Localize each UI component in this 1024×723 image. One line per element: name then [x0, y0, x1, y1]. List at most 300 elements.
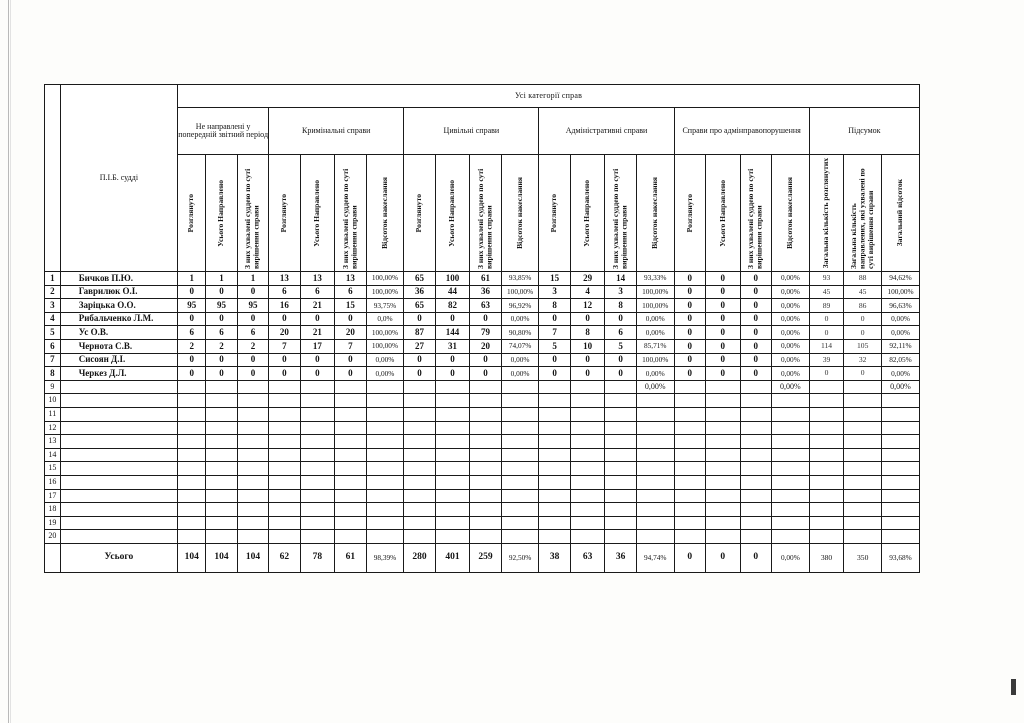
judge-name-text: Рибальченко Л.М. — [78, 313, 154, 324]
data-cell: 65 — [404, 272, 435, 286]
row-number: 14 — [45, 448, 61, 462]
data-cell — [740, 421, 771, 435]
data-cell — [674, 407, 705, 421]
data-cell — [772, 407, 810, 421]
data-cell — [435, 475, 470, 489]
data-cell — [882, 503, 920, 517]
data-cell: 0 — [435, 312, 470, 326]
data-cell — [404, 530, 435, 544]
total-cell-11: 38 — [539, 543, 570, 572]
data-cell: 0 — [237, 312, 268, 326]
data-cell — [237, 516, 268, 530]
data-cell: 0 — [605, 367, 636, 381]
row-number: 3 — [45, 299, 61, 313]
data-cell: 0 — [740, 299, 771, 313]
data-cell — [501, 516, 539, 530]
data-cell: 29 — [570, 272, 605, 286]
data-cell: 0,00% — [882, 380, 920, 394]
data-cell — [539, 462, 570, 476]
data-cell: 86 — [844, 299, 882, 313]
data-cell: 0 — [740, 326, 771, 340]
row-number: 12 — [45, 421, 61, 435]
data-cell — [740, 530, 771, 544]
data-cell — [772, 435, 810, 449]
judge-name-cell — [60, 462, 177, 476]
data-cell — [206, 421, 237, 435]
data-cell — [237, 448, 268, 462]
data-cell — [636, 530, 674, 544]
judge-name-cell — [60, 448, 177, 462]
subheader-9 — [470, 155, 501, 272]
data-cell: 105 — [844, 339, 882, 353]
total-cell-1: 104 — [206, 543, 237, 572]
data-cell — [237, 489, 268, 503]
data-cell — [772, 530, 810, 544]
table-row — [45, 448, 920, 462]
data-cell — [844, 407, 882, 421]
data-cell — [237, 462, 268, 476]
data-cell — [366, 380, 404, 394]
data-cell — [844, 394, 882, 408]
row-number: 6 — [45, 339, 61, 353]
judge-name-header: П.І.Б. судді — [60, 85, 177, 272]
data-cell — [435, 530, 470, 544]
data-cell: 0 — [206, 312, 237, 326]
data-cell — [809, 475, 844, 489]
data-cell — [570, 489, 605, 503]
data-cell — [809, 435, 844, 449]
subheader-3 — [269, 155, 300, 272]
data-cell — [206, 530, 237, 544]
subheader-13 — [605, 155, 636, 272]
page-corner-mark — [1011, 679, 1016, 695]
subheader-8 — [435, 155, 470, 272]
data-cell: 100,00% — [636, 353, 674, 367]
row-number: 19 — [45, 516, 61, 530]
table-row — [45, 435, 920, 449]
data-cell: 0 — [844, 312, 882, 326]
data-cell — [435, 394, 470, 408]
data-cell — [706, 421, 741, 435]
table-row — [45, 272, 920, 286]
data-cell — [470, 380, 501, 394]
data-cell — [178, 394, 206, 408]
table-row — [45, 326, 920, 340]
data-cell — [674, 462, 705, 476]
group-header-admin-offences: Справи про адмінправопорушення — [674, 108, 809, 155]
data-cell — [636, 503, 674, 517]
group-header-not-sent: Не направлені у попередній звітний період — [178, 108, 269, 155]
data-cell — [882, 407, 920, 421]
scan-edge-line — [8, 0, 9, 723]
total-cell-21: 93,68% — [882, 543, 920, 572]
table-row — [45, 353, 920, 367]
judge-name-cell — [60, 435, 177, 449]
data-cell — [570, 503, 605, 517]
data-cell — [706, 489, 741, 503]
data-cell: 6 — [178, 326, 206, 340]
data-cell — [237, 380, 268, 394]
subheader-20 — [844, 155, 882, 272]
data-cell: 36 — [404, 285, 435, 299]
data-cell — [404, 462, 435, 476]
data-cell: 0,00% — [772, 285, 810, 299]
data-cell — [501, 394, 539, 408]
data-cell — [178, 462, 206, 476]
subheader-text-12: Усього Направлено — [582, 179, 592, 247]
data-cell — [605, 407, 636, 421]
data-cell — [237, 407, 268, 421]
data-cell: 12 — [570, 299, 605, 313]
data-cell — [844, 380, 882, 394]
data-cell — [882, 475, 920, 489]
subheader-18 — [772, 155, 810, 272]
data-cell — [844, 448, 882, 462]
row-number: 11 — [45, 407, 61, 421]
data-cell: 0,00% — [882, 312, 920, 326]
data-cell: 8 — [605, 299, 636, 313]
data-cell: 0 — [674, 312, 705, 326]
data-cell — [366, 489, 404, 503]
total-cell-2: 104 — [237, 543, 268, 572]
judge-name-cell — [60, 421, 177, 435]
data-cell — [539, 489, 570, 503]
data-cell — [269, 380, 300, 394]
judge-name-cell — [60, 339, 177, 353]
data-cell — [335, 380, 366, 394]
data-cell — [237, 530, 268, 544]
data-cell — [636, 448, 674, 462]
data-cell: 85,71% — [636, 339, 674, 353]
data-cell: 100,00% — [882, 285, 920, 299]
data-cell: 65 — [404, 299, 435, 313]
data-cell — [404, 475, 435, 489]
data-cell: 0 — [300, 353, 335, 367]
data-cell — [809, 489, 844, 503]
data-cell: 0 — [539, 353, 570, 367]
data-cell: 87 — [404, 326, 435, 340]
data-cell: 1 — [237, 272, 268, 286]
data-cell — [636, 421, 674, 435]
data-cell — [809, 394, 844, 408]
table-row — [45, 462, 920, 476]
data-cell — [636, 407, 674, 421]
data-cell: 93,85% — [501, 272, 539, 286]
data-cell: 0 — [206, 367, 237, 381]
data-cell — [300, 407, 335, 421]
data-cell: 0 — [435, 367, 470, 381]
data-cell — [501, 530, 539, 544]
data-cell: 0 — [674, 326, 705, 340]
judge-name-text: Ус О.В. — [78, 326, 109, 337]
data-cell: 15 — [539, 272, 570, 286]
data-cell — [237, 475, 268, 489]
data-cell: 0 — [674, 285, 705, 299]
data-cell: 5 — [605, 339, 636, 353]
data-cell — [269, 516, 300, 530]
total-row-label: Усього — [60, 543, 177, 572]
subheader-text-1: Усього Направлено — [216, 179, 226, 247]
row-number: 17 — [45, 489, 61, 503]
data-cell: 6 — [206, 326, 237, 340]
data-cell: 92,11% — [882, 339, 920, 353]
scan-edge-line-secondary — [10, 0, 11, 723]
data-cell: 0 — [178, 285, 206, 299]
data-cell: 17 — [300, 339, 335, 353]
data-cell — [335, 516, 366, 530]
data-cell — [206, 489, 237, 503]
data-cell: 6 — [335, 285, 366, 299]
data-cell: 6 — [605, 326, 636, 340]
data-cell: 0 — [706, 367, 741, 381]
data-cell — [772, 489, 810, 503]
data-cell — [269, 407, 300, 421]
data-cell — [636, 475, 674, 489]
data-cell — [335, 448, 366, 462]
row-number: 1 — [45, 272, 61, 286]
row-number-header — [45, 85, 61, 272]
data-cell: 0 — [539, 367, 570, 381]
data-cell — [882, 516, 920, 530]
data-cell: 1 — [206, 272, 237, 286]
data-cell: 0,00% — [882, 367, 920, 381]
data-cell: 82,05% — [882, 353, 920, 367]
data-cell: 61 — [470, 272, 501, 286]
data-cell: 13 — [269, 272, 300, 286]
data-cell: 90,80% — [501, 326, 539, 340]
data-cell — [470, 421, 501, 435]
subheader-text-11: Розглянуто — [549, 193, 559, 233]
subheader-text-17: З них ухвалені суддею по суті вирішення справи — [746, 168, 764, 269]
data-cell — [674, 394, 705, 408]
data-cell: 0,00% — [501, 353, 539, 367]
group-header-criminal: Кримінальні справи — [269, 108, 404, 155]
subheader-6 — [366, 155, 404, 272]
data-cell — [636, 516, 674, 530]
group-header-summary: Підсумок — [809, 108, 919, 155]
data-cell — [470, 475, 501, 489]
subheader-text-4: Усього Направлено — [312, 179, 322, 247]
data-cell: 96,92% — [501, 299, 539, 313]
data-cell — [206, 380, 237, 394]
data-cell — [772, 475, 810, 489]
data-cell: 144 — [435, 326, 470, 340]
data-cell — [269, 503, 300, 517]
data-cell: 4 — [570, 285, 605, 299]
data-cell — [178, 489, 206, 503]
data-cell: 0 — [570, 367, 605, 381]
data-cell: 79 — [470, 326, 501, 340]
data-cell: 3 — [605, 285, 636, 299]
data-cell — [539, 516, 570, 530]
subheader-4 — [300, 155, 335, 272]
data-cell — [178, 421, 206, 435]
data-cell — [300, 516, 335, 530]
judge-name-cell — [60, 299, 177, 313]
data-cell — [706, 462, 741, 476]
data-cell — [366, 462, 404, 476]
data-cell — [539, 394, 570, 408]
total-cell-0: 104 — [178, 543, 206, 572]
data-cell — [366, 516, 404, 530]
data-cell: 0,00% — [636, 367, 674, 381]
data-cell: 100,00% — [501, 285, 539, 299]
data-cell: 21 — [300, 299, 335, 313]
data-cell — [882, 462, 920, 476]
data-cell — [470, 530, 501, 544]
data-cell — [809, 448, 844, 462]
data-cell: 20 — [335, 326, 366, 340]
data-cell: 0 — [674, 299, 705, 313]
data-cell — [809, 516, 844, 530]
data-cell: 0 — [844, 367, 882, 381]
data-cell — [366, 421, 404, 435]
data-cell: 0,00% — [772, 367, 810, 381]
data-cell — [206, 503, 237, 517]
data-cell — [674, 516, 705, 530]
data-cell — [269, 394, 300, 408]
data-cell — [636, 435, 674, 449]
data-cell: 0,00% — [772, 353, 810, 367]
data-cell: 0 — [269, 353, 300, 367]
data-cell — [772, 448, 810, 462]
data-cell: 0,0% — [366, 312, 404, 326]
subheader-text-0: Розглянуто — [186, 193, 196, 233]
subheader-text-18: Відсоток накеслання — [785, 177, 795, 249]
data-cell — [706, 380, 741, 394]
table-body — [45, 272, 920, 544]
data-cell: 0,00% — [636, 326, 674, 340]
data-cell: 0 — [470, 312, 501, 326]
data-cell — [404, 489, 435, 503]
data-cell — [335, 407, 366, 421]
data-cell — [740, 462, 771, 476]
data-cell — [570, 421, 605, 435]
data-cell — [570, 448, 605, 462]
data-cell: 0 — [178, 312, 206, 326]
subheader-16 — [706, 155, 741, 272]
data-cell — [335, 435, 366, 449]
total-cell-8: 401 — [435, 543, 470, 572]
data-cell: 0 — [706, 312, 741, 326]
total-cell-18: 0,00% — [772, 543, 810, 572]
judge-name-cell — [60, 394, 177, 408]
data-cell: 0 — [706, 326, 741, 340]
table-row — [45, 530, 920, 544]
data-cell: 82 — [435, 299, 470, 313]
data-cell — [269, 475, 300, 489]
data-cell — [300, 503, 335, 517]
judge-name-cell — [60, 516, 177, 530]
data-cell: 0 — [809, 326, 844, 340]
data-cell: 0 — [300, 312, 335, 326]
data-cell: 16 — [269, 299, 300, 313]
data-cell — [772, 516, 810, 530]
data-cell — [178, 530, 206, 544]
table-row — [45, 339, 920, 353]
data-cell: 2 — [178, 339, 206, 353]
data-cell — [178, 475, 206, 489]
data-cell — [844, 462, 882, 476]
data-cell: 0 — [740, 272, 771, 286]
data-cell — [844, 435, 882, 449]
data-cell: 0 — [570, 353, 605, 367]
data-cell: 45 — [844, 285, 882, 299]
data-cell — [269, 489, 300, 503]
table-row — [45, 421, 920, 435]
data-cell — [605, 394, 636, 408]
data-cell: 0,00% — [772, 326, 810, 340]
judge-name-cell — [60, 489, 177, 503]
subheader-text-15: Розглянуто — [684, 193, 694, 233]
subheader-text-8: Усього Направлено — [447, 179, 457, 247]
data-cell — [501, 435, 539, 449]
group-header-civil: Цивільні справи — [404, 108, 539, 155]
row-number: 7 — [45, 353, 61, 367]
data-cell: 6 — [237, 326, 268, 340]
data-cell: 100,00% — [636, 285, 674, 299]
data-cell: 0 — [237, 367, 268, 381]
data-cell: 95 — [206, 299, 237, 313]
data-cell: 44 — [435, 285, 470, 299]
data-cell — [269, 421, 300, 435]
data-cell — [435, 503, 470, 517]
data-cell — [435, 435, 470, 449]
data-cell — [435, 489, 470, 503]
judge-name-cell — [60, 380, 177, 394]
data-cell: 8 — [570, 326, 605, 340]
subheader-text-2: З них ухвалені суддею по суті вирішення справи — [243, 168, 261, 269]
data-cell: 0 — [206, 353, 237, 367]
data-cell — [844, 475, 882, 489]
subheader-19 — [809, 155, 844, 272]
data-cell: 0,00% — [501, 367, 539, 381]
data-cell — [809, 421, 844, 435]
data-cell — [740, 516, 771, 530]
data-cell — [809, 380, 844, 394]
judge-name-text: Черкез Д.Л. — [78, 367, 127, 378]
subheader-text-14: Відсоток накеслання — [649, 177, 659, 249]
data-cell — [570, 462, 605, 476]
data-cell — [300, 462, 335, 476]
row-number: 8 — [45, 367, 61, 381]
data-cell — [706, 530, 741, 544]
total-cell-3: 62 — [269, 543, 300, 572]
data-cell — [404, 380, 435, 394]
data-cell — [178, 407, 206, 421]
subheader-10 — [501, 155, 539, 272]
data-cell — [539, 448, 570, 462]
data-cell — [435, 462, 470, 476]
data-cell — [674, 421, 705, 435]
data-cell — [300, 448, 335, 462]
data-cell — [269, 435, 300, 449]
data-cell — [539, 435, 570, 449]
data-cell — [501, 421, 539, 435]
data-cell: 0 — [237, 285, 268, 299]
data-cell — [335, 394, 366, 408]
data-cell — [470, 407, 501, 421]
data-cell: 0,00% — [501, 312, 539, 326]
data-cell: 8 — [539, 299, 570, 313]
data-cell — [404, 435, 435, 449]
subheader-21 — [882, 155, 920, 272]
data-cell: 0,00% — [772, 272, 810, 286]
data-cell — [470, 462, 501, 476]
data-cell — [470, 516, 501, 530]
data-cell: 100,00% — [366, 339, 404, 353]
total-cell-5: 61 — [335, 543, 366, 572]
